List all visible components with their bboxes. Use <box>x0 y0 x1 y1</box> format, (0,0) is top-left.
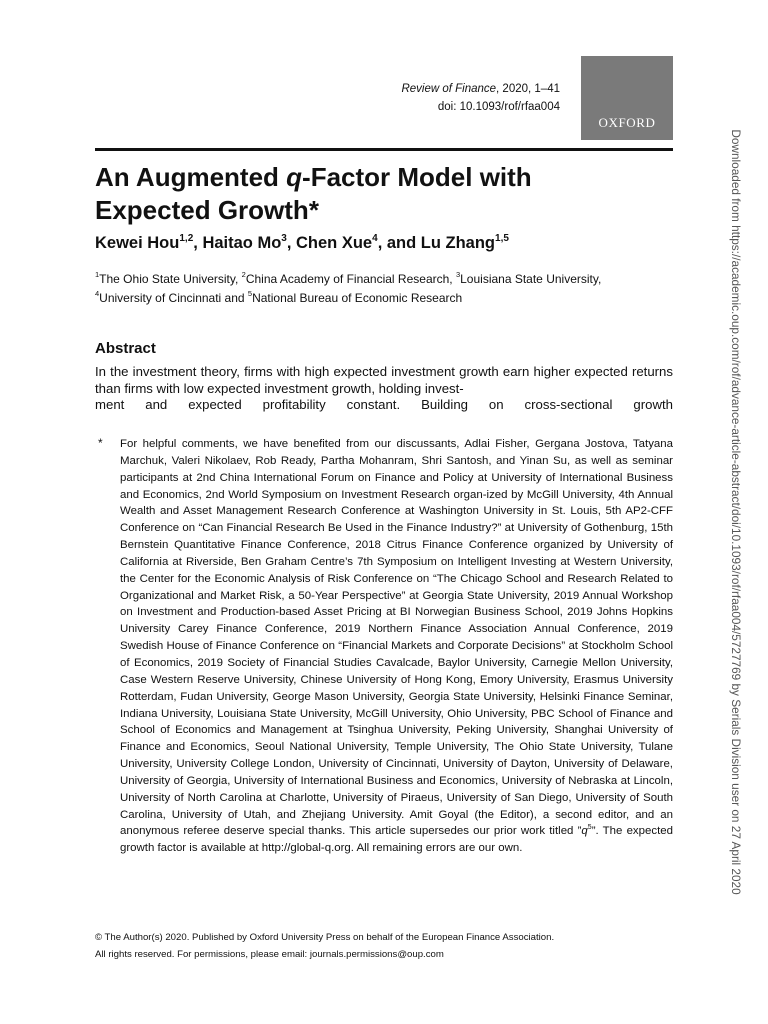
abstract-heading: Abstract <box>95 340 156 357</box>
doi: doi: 10.1093/rof/rfaa004 <box>437 101 560 113</box>
footnote-q-sup: 5 <box>587 824 592 832</box>
title-text-1: An Augmented <box>95 162 287 192</box>
author: Lu Zhang$^{1,5}$ <box>420 233 509 252</box>
header-rule <box>95 148 673 151</box>
journal-name: Review of Finance <box>401 83 497 95</box>
abstract-text <box>95 364 673 414</box>
footnote-marker: * <box>98 436 103 450</box>
footnote-text: For helpful comments, we have benefited from our discussants, Adlai Fisher, Gergana Jostova, Tatyana Marchuk, Valeri Nikolaev, Rob Ready, Partha Mohanram, Shri Santosh, and Yinan Su, as well as seminar participants at 2nd China International Forum on Finance and Policy at University of International Business and Economics, 2nd World Symposium on Investment Research organ-ized by McGill University, 4th Annual Wealth and Asset Management Research Conference at Washington University in St. Louis, 5th AP2-CFF Conference on “Can Financial Research Be Used in the Finance Industry?” at University of Gothenburg, 15th Bernstein Quantitative Finance Conference, 2018 Citrus Finance Conference organized by University of California at Riverside, Ben Graham Centre’s 7th Symposium on Intelligent Investing at Western University, the Center for the Economic Analysis of Risk Conference on “The Chicago School and Research Related to Organizational and Market Risk, a 50-Year Perspective” at Georgia State University, 2019 Annual Workshop on Investment and Production-based Asset Pricing at BI Norwegian Business School, 2019 Johns Hopkins University Carey Finance Conference, 2019 Northern Finance Association Annual Conference, 2019 Swedish House of Finance Conference on “Financial Markets and Corporate Decisions” at Stockholm School of Economics, 2019 Society of Financial Studies Cavalcade, Baylor University, Carnegie Mellon University, Case Western Reserve University, Chinese University of Hong Kong, Emory University, Erasmus University Rotterdam, Fudan University, George Mason University, Georgia State University, Helsinki Finance Seminar, Indiana University, Louisiana State University, McGill University, Ohio University, PBC School of Finance and School of Economics and Management at Tsinghua University, Peking University, Shanghai University of Finance and Economics, Seoul National University, Temple University, The Ohio State University, Tulane University, University College London, University of Cincinnati, University of Dayton, University of Delaware, University of Georgia, University of International Business and Economics, University of Nebraska at Lincoln, University of North Carolina at Charlotte, University of Piraeus, University of San Diego, University of South Carolina, University of Utah, and Zhejiang University. Amit Goyal (the Editor), a second editor, and an anonymous referee deserve special thanks. This article supersedes our prior work titled ” <box>120 438 673 838</box>
author: Kewei Hou$^{1,2}$ <box>95 233 194 252</box>
download-watermark: Downloaded from https://academic.oup.com/rof/advance-article-abstract/doi/10.1093/rof/rfaa004/5727769 by Serials Division user on 27 April 2020 <box>729 129 743 895</box>
author: Haitao Mo$^3$ <box>202 233 287 252</box>
footnote-q: q <box>581 825 588 838</box>
acknowledgment-footnote <box>120 436 673 857</box>
affiliations: $^1$The Ohio State University, $^2$China Academy of Financial Research, $^3$Louisiana State University, $^4$University of Cincinnati and $^5$National Bureau of Economic Research <box>95 270 602 305</box>
footnote-text-end: ”. The expected growth factor is available at http://global-q.org. All remaining errors are our own. <box>120 825 673 855</box>
journal-citation <box>401 80 560 116</box>
paper-title <box>95 161 673 227</box>
title-line-2: Expected Growth* <box>95 195 319 225</box>
oxford-publisher-logo <box>581 56 673 140</box>
author-list: Kewei Hou$^{1,2}$, Haitao Mo$^3$, Chen Xue$^4$, and Lu Zhang$^{1,5}$ <box>95 233 509 252</box>
title-italic-q: q <box>286 162 303 192</box>
copyright-line-1: © The Author(s) 2020. Published by Oxford University Press on behalf of the European Finance Association. <box>95 932 555 943</box>
oxford-logo-text: OXFORD <box>598 115 656 130</box>
journal-volume-pages: , 2020, 1–41 <box>496 83 560 95</box>
title-text-2: -Factor Model with <box>302 162 532 192</box>
abstract-text-last-line: ment and expected profitability constant. Building on cross-sectional growth <box>95 397 673 412</box>
author: Chen Xue$^4$ <box>296 233 378 252</box>
copyright-line-2: All rights reserved. For permissions, please email: journals.permissions@oup.com <box>95 949 444 960</box>
copyright-notice <box>95 929 554 963</box>
abstract-text-main: In the investment theory, firms with high expected investment growth earn higher expected returns than firms with low expected investment growth, holding invest- <box>95 364 673 396</box>
